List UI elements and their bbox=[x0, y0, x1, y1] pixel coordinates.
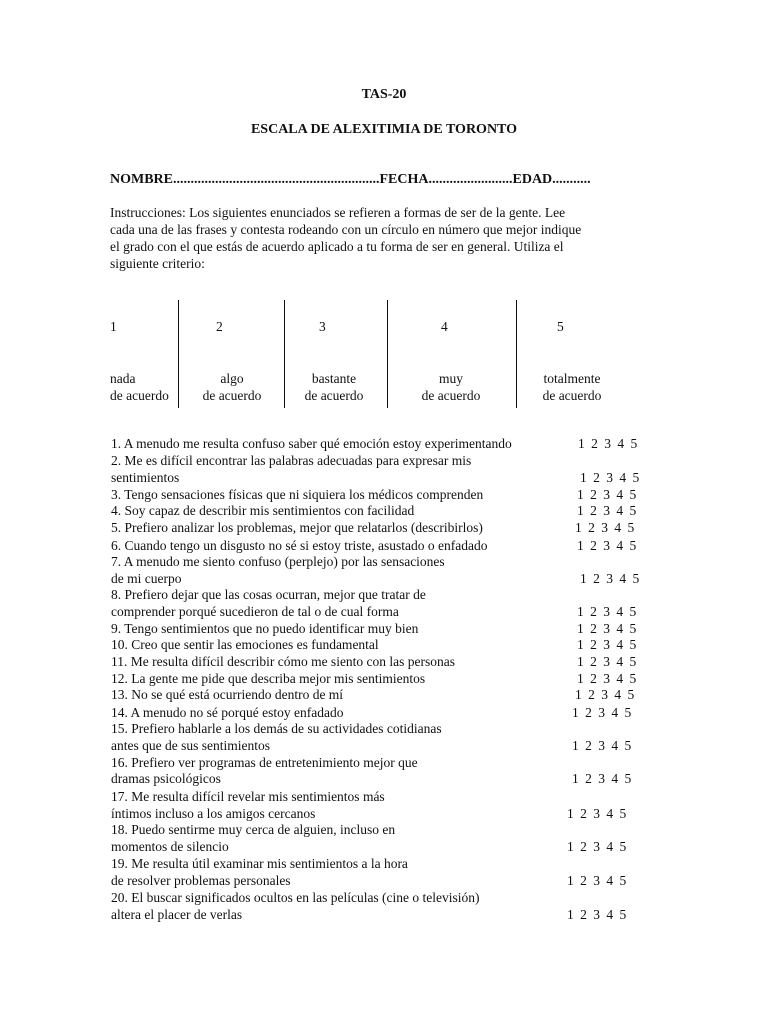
item-text: 1. A menudo me resulta confuso saber qué emoción estoy experimentando bbox=[111, 436, 512, 451]
instructions-line: siguiente criterio: bbox=[110, 256, 205, 271]
answer-scale[interactable]: 1 2 3 4 5 bbox=[577, 604, 637, 619]
scale-number: 2 bbox=[216, 319, 223, 334]
answer-scale[interactable]: 1 2 3 4 5 bbox=[567, 839, 627, 854]
scale-number: 5 bbox=[557, 319, 564, 334]
scale-label bbox=[294, 370, 374, 404]
scale-divider bbox=[178, 300, 179, 408]
answer-scale[interactable]: 1 2 3 4 5 bbox=[572, 771, 632, 786]
item-text: 20. El buscar significados ocultos en las películas (cine o televisión) bbox=[111, 890, 480, 905]
item-text: íntimos incluso a los amigos cercanos bbox=[111, 806, 316, 821]
item-text: 4. Soy capaz de describir mis sentimientos con facilidad bbox=[111, 503, 415, 518]
item-text: 15. Prefiero hablarle a los demás de su actividades cotidianas bbox=[111, 721, 442, 736]
item-text: 17. Me resulta difícil revelar mis sentimientos más bbox=[111, 789, 385, 804]
scale-label bbox=[530, 370, 614, 404]
item-text: 8. Prefiero dejar que las cosas ocurran, mejor que tratar de bbox=[111, 587, 426, 602]
scale-number: 4 bbox=[441, 319, 448, 334]
answer-scale[interactable]: 1 2 3 4 5 bbox=[577, 671, 637, 686]
answer-scale[interactable]: 1 2 3 4 5 bbox=[575, 520, 635, 535]
scale-label-line: muy bbox=[438, 371, 463, 386]
page-title: ESCALA DE ALEXITIMIA DE TORONTO bbox=[250, 122, 518, 137]
scale-divider bbox=[284, 300, 285, 408]
answer-scale[interactable]: 1 2 3 4 5 bbox=[577, 487, 637, 502]
item-text: 10. Creo que sentir las emociones es fundamental bbox=[111, 637, 379, 652]
answer-scale[interactable]: 1 2 3 4 5 bbox=[578, 436, 638, 451]
scale-label-line: de acuerdo bbox=[304, 388, 364, 403]
scale-code: TAS-20 bbox=[361, 87, 407, 102]
scale-label-line: de acuerdo bbox=[110, 388, 169, 403]
scale-number: 3 bbox=[319, 319, 326, 334]
scale-label bbox=[411, 370, 491, 404]
instructions-line: Instrucciones: Los siguientes enunciados se refieren a formas de ser de la gente. Lee bbox=[110, 205, 566, 220]
instructions-line: cada una de las frases y contesta rodeando con un círculo en número que mejor indique bbox=[110, 222, 582, 237]
respondent-fields: NOMBRE...........................................................FECHA........................EDAD........... bbox=[110, 172, 591, 187]
item-text: 3. Tengo sensaciones físicas que ni siquiera los médicos comprenden bbox=[111, 487, 484, 502]
item-text: 11. Me resulta difícil describir cómo me siento con las personas bbox=[111, 654, 456, 669]
scale-label-line: de acuerdo bbox=[542, 388, 602, 403]
item-text: 19. Me resulta útil examinar mis sentimientos a la hora bbox=[111, 856, 408, 871]
answer-scale[interactable]: 1 2 3 4 5 bbox=[580, 571, 640, 586]
scale-label-line: bastante bbox=[311, 371, 357, 386]
item-text: dramas psicológicos bbox=[111, 771, 221, 786]
scale-label-line: de acuerdo bbox=[202, 388, 262, 403]
item-text: 18. Puedo sentirme muy cerca de alguien, incluso en bbox=[111, 822, 396, 837]
answer-scale[interactable]: 1 2 3 4 5 bbox=[567, 873, 627, 888]
answer-scale[interactable]: 1 2 3 4 5 bbox=[567, 907, 627, 922]
answer-scale[interactable]: 1 2 3 4 5 bbox=[577, 654, 637, 669]
scale-label-line: nada bbox=[110, 371, 136, 386]
answer-scale[interactable]: 1 2 3 4 5 bbox=[572, 738, 632, 753]
instructions-line: el grado con el que estás de acuerdo aplicado a tu forma de ser en general. Utiliza el bbox=[110, 239, 564, 254]
scale-label bbox=[110, 370, 169, 404]
answer-scale[interactable]: 1 2 3 4 5 bbox=[567, 806, 627, 821]
scale-divider bbox=[387, 300, 388, 408]
item-text: comprender porqué sucedieron de tal o de cual forma bbox=[111, 604, 399, 619]
item-text: 16. Prefiero ver programas de entretenimiento mejor que bbox=[111, 755, 418, 770]
answer-scale[interactable]: 1 2 3 4 5 bbox=[575, 687, 635, 702]
scale-number: 1 bbox=[110, 319, 117, 334]
item-text: de mi cuerpo bbox=[111, 571, 182, 586]
answer-scale[interactable]: 1 2 3 4 5 bbox=[572, 705, 632, 720]
answer-scale[interactable]: 1 2 3 4 5 bbox=[577, 637, 637, 652]
scale-divider bbox=[516, 300, 517, 408]
answer-scale[interactable]: 1 2 3 4 5 bbox=[577, 538, 637, 553]
answer-scale[interactable]: 1 2 3 4 5 bbox=[580, 470, 640, 485]
scale-label-line: algo bbox=[220, 371, 244, 386]
item-text: 14. A menudo no sé porqué estoy enfadado bbox=[111, 705, 344, 720]
answer-scale[interactable]: 1 2 3 4 5 bbox=[577, 503, 637, 518]
item-text: altera el placer de verlas bbox=[111, 907, 243, 922]
item-text: 2. Me es difícil encontrar las palabras adecuadas para expresar mis bbox=[111, 453, 472, 468]
scale-label-line: de acuerdo bbox=[421, 388, 481, 403]
scale-label-line: totalmente bbox=[543, 371, 601, 386]
item-text: 13. No se qué está ocurriendo dentro de mí bbox=[111, 687, 344, 702]
item-text: 6. Cuando tengo un disgusto no sé si estoy triste, asustado o enfadado bbox=[111, 538, 488, 553]
scale-label bbox=[192, 370, 272, 404]
item-text: sentimientos bbox=[111, 470, 180, 485]
item-text: antes que de sus sentimientos bbox=[111, 738, 270, 753]
item-text: 12. La gente me pide que describa mejor mis sentimientos bbox=[111, 671, 426, 686]
item-text: 5. Prefiero analizar los problemas, mejor que relatarlos (describirlos) bbox=[111, 520, 483, 535]
item-text: momentos de silencio bbox=[111, 839, 229, 854]
item-text: 9. Tengo sentimientos que no puedo identificar muy bien bbox=[111, 621, 419, 636]
item-text: 7. A menudo me siento confuso (perplejo) por las sensaciones bbox=[111, 554, 445, 569]
item-text: de resolver problemas personales bbox=[111, 873, 291, 888]
answer-scale[interactable]: 1 2 3 4 5 bbox=[577, 621, 637, 636]
